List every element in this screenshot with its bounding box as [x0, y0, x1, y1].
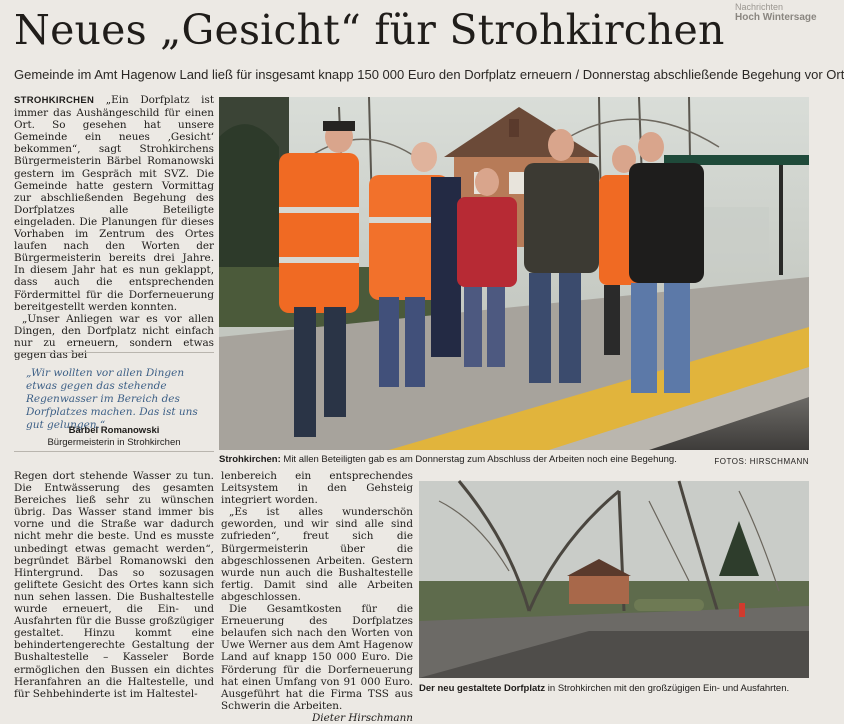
neighbor-article-title: Nachrichten	[735, 2, 784, 12]
article-column-1-bottom	[14, 470, 214, 700]
photo-village-square	[419, 481, 809, 678]
paragraph-4: lenbereich ein entsprechendes Leitsystem in den Gehsteig integriert worden.	[221, 470, 413, 507]
photo-2-caption-lead: Der neu gestaltete Dorfplatz	[419, 683, 546, 694]
pull-quote-role: Bürgermeisterin in Strohkirchen	[47, 437, 181, 448]
photo-inspection-group	[219, 97, 809, 450]
paragraph-2: „Unser Anliegen war es vor allen Dingen, den Dorfplatz nicht einfach nur zu erneuern, sondern etwas gegen das bei	[14, 312, 214, 361]
photo-inspection-illustration	[219, 97, 809, 450]
pull-quote-text: „Wir wollten vor allen Dingen etwas gegen das stehende Regenwasser im Bereich des Dorfplatzes machen. Das ist uns gut gelungen.“	[26, 367, 198, 431]
article-column-1-top	[14, 94, 214, 361]
paragraph-6: Die Gesamtkosten für die Erneuerung des Dorfplatzes belaufen sich nach den Worten von Uwe Werner aus dem Amt Hagenow Land auf knapp 150 000 Euro. Die Förderung für die Dorferneuerung hat einen Umfang von 91 000 Euro. Ausgeführt hat die Firma TSS aus Schwerin die Arbeiten.	[221, 603, 413, 712]
article-headline: Neues „Gesicht“ für Strohkirchen	[14, 6, 725, 54]
photo-square-illustration	[419, 481, 809, 678]
article-subheadline: Gemeinde im Amt Hagenow Land ließ für insgesamt knapp 150 000 Euro den Dorfplatz erneuern / Donnerstag abschließende Begehung vor Ort	[14, 67, 844, 82]
photo-2-caption-text: in Strohkirchen mit den großzügigen Ein- und Ausfahrten.	[545, 683, 790, 694]
paragraph-5: „Es ist alles wunderschön geworden, und wir sind alle sind zufrieden“, freut sich die Bürgermeisterin über die abgeschlossenen Arbeiten. Gestern wurde nun auch die Bushaltestelle fertig. Damit sind alle Arbeiten abgeschlossen.	[221, 506, 413, 603]
article-column-2	[221, 470, 413, 724]
photo-1-caption-lead: Strohkirchen:	[219, 454, 281, 465]
photo-1-caption	[219, 454, 699, 467]
author-signature: Dieter Hirschmann	[311, 711, 413, 724]
pull-quote-author: Bärbel Romanowski	[68, 425, 160, 436]
paragraph-3: Regen dort stehende Wasser zu tun. Die Entwässerung des gesamten Bereiches ließ sehr zu wünschen übrig. Das Wasser stand immer bis vorne und die Straße war dadurch nicht mehr die beste. Und es musste unbedingt etwas gemacht werden“, begründet Bärbel Romanowski den Hintergrund. Das so sozusagen geliftete Gesicht des Ortes kann sich nun sehen lassen. Die Bushaltestelle wurde erneuert, die Ein- und Ausfahrten für die Busse großzügiger gestaltet. Hinzu kommt eine behindertengerechte Gestaltung der Bushaltestelle – Kasseler Borde ermöglichen den Bussen ein dichtes Heranfahren an die Haltestelle, und für Sehbehinderte ist im Haltestel-	[14, 470, 214, 700]
photo-1-caption-text: Mit allen Beteiligten gab es am Donnerstag zum Abschluss der Arbeiten noch eine Begehung.	[280, 454, 677, 465]
neighbor-article-subtitle: Hoch Wintersage	[735, 12, 817, 23]
pull-quote	[14, 352, 214, 452]
dateline: STROHKIRCHEN	[14, 95, 95, 106]
photo-credit: FOTOS: HIRSCHMANN	[714, 457, 809, 466]
photo-2-caption	[419, 683, 811, 696]
paragraph-1: „Ein Dorfplatz ist immer das Aushängeschild für einen Ort. So gesehen hat unsere Gemeinde ein neues ‚Gesicht‘ bekommen“, sagt Strohkirchens Bürgermeisterin Bärbel Romanowski gestern im Gespräch mit SVZ. Die Gemeinde hatte gestern Vormittag zur abschließenden Begehung des Dorfplatzes alle Beteiligte eingeladen. Die Planungen für dieses Vorhaben im Zentrum des Ortes laufen nach den Worten der Bürgermeisterin bereits drei Jahre. In diesem Jahr hat es nun geklappt, dass auch die entsprechenden Fördermittel für die Dorferneuerung bereitgestellt werden konnten.	[14, 94, 214, 313]
